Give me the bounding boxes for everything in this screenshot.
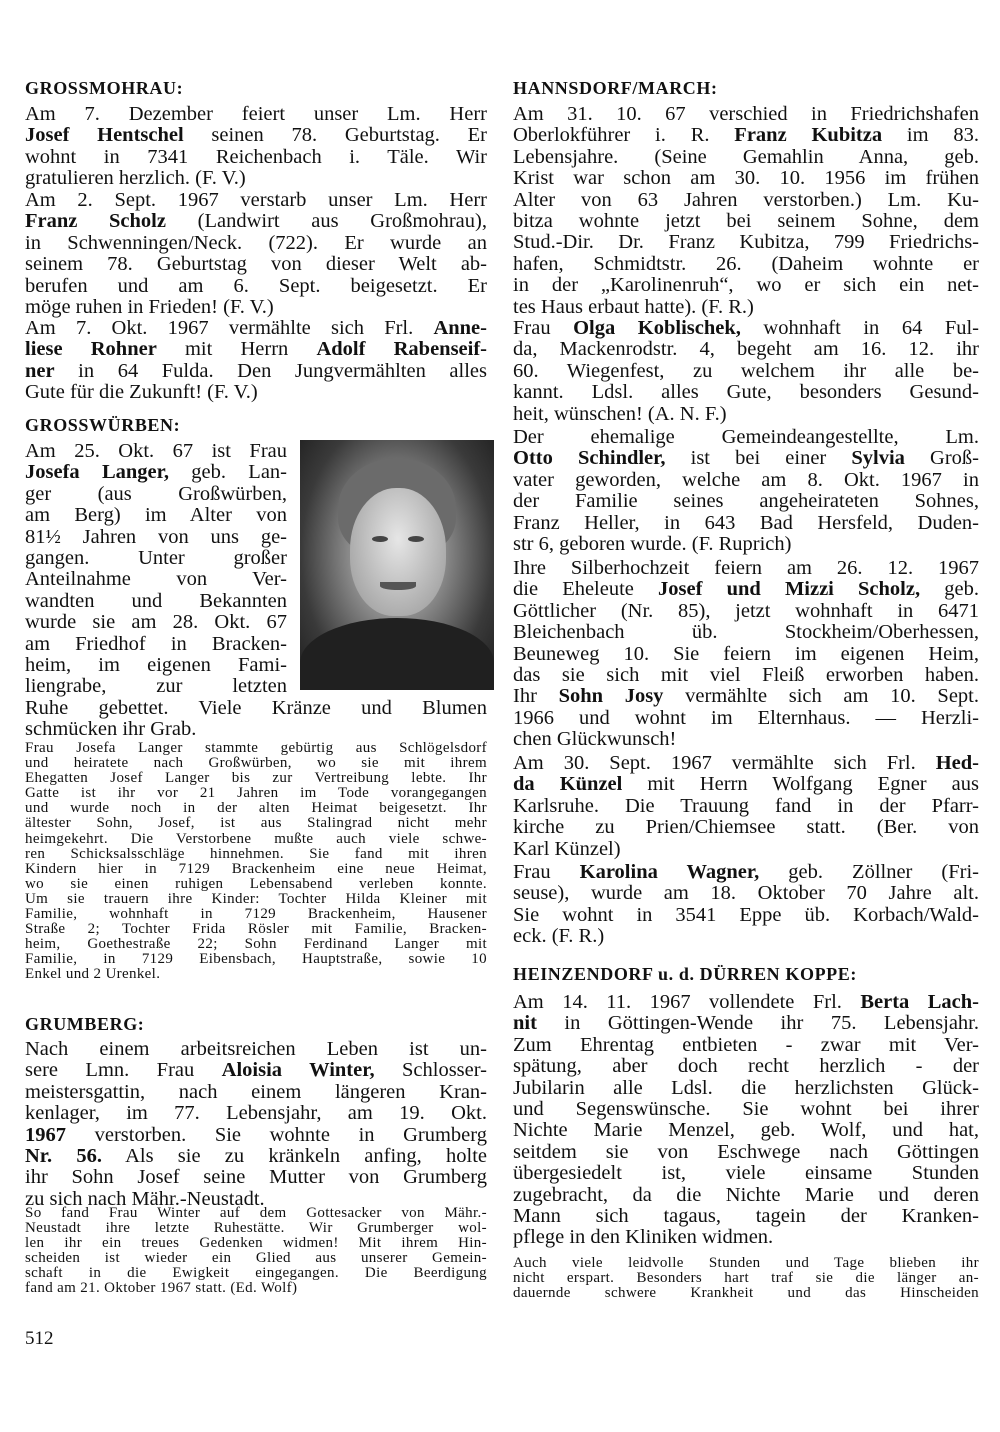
paragraph bbox=[513, 753, 979, 860]
text-line bbox=[25, 847, 487, 862]
text-run: seitdem sie von Eschwege nach Göttingen bbox=[513, 1140, 979, 1163]
text-line bbox=[513, 926, 979, 947]
text-line bbox=[25, 922, 487, 937]
text-run: kenlager, im 77. Lebensjahr, am 19. Okt. bbox=[25, 1102, 487, 1125]
text-line bbox=[513, 254, 979, 275]
small-print-paragraph bbox=[513, 1256, 979, 1301]
text-run: am Friedhof in Bracken- bbox=[25, 632, 287, 655]
text-line bbox=[25, 719, 487, 740]
text-line bbox=[513, 839, 979, 860]
bold-name: Aloisia Winter, bbox=[221, 1059, 375, 1082]
text-line bbox=[513, 817, 979, 838]
text-line bbox=[513, 862, 979, 883]
text-line bbox=[25, 211, 487, 232]
text-line bbox=[25, 1146, 487, 1167]
text-line bbox=[513, 232, 979, 253]
section-heading: GROSSWÜRBEN: bbox=[25, 415, 181, 435]
text-line bbox=[25, 1060, 487, 1081]
text-line bbox=[513, 729, 979, 750]
text-run: Am 7. Dezember feiert unser Lm. Herr bbox=[25, 103, 487, 125]
text-run: ältester Sohn, Josef, ist aus Stalingrad nicht mehr bbox=[25, 815, 487, 832]
text-line bbox=[25, 862, 487, 877]
text-line bbox=[513, 579, 979, 600]
text-run: am Berg) im Alter von bbox=[25, 504, 287, 527]
text-run: wo sie einen ruhigen Lebensabend verleben konnte. bbox=[25, 875, 487, 892]
text-line bbox=[513, 1206, 979, 1227]
paragraph bbox=[25, 104, 487, 190]
text-run: Frau bbox=[513, 861, 580, 883]
text-run: hafen, Schmidtstr. 26. (Daheim wohnte er bbox=[513, 252, 979, 275]
text-run: scheiden ist wieder ein Glied aus unserer Gemein- bbox=[25, 1250, 487, 1267]
text-run: da, Mackenrodstr. 4, begeht am 16. 12. ihr bbox=[513, 338, 979, 361]
text-line bbox=[25, 937, 487, 952]
text-line bbox=[513, 448, 979, 469]
left-column bbox=[25, 0, 495, 1432]
text-run: heim, Goethestraße 22; Sohn Ferdinand Langer mit bbox=[25, 936, 487, 953]
text-line bbox=[25, 254, 487, 275]
text-run: So fand Frau Winter auf dem Gottesacker von Mähr.- bbox=[25, 1205, 487, 1221]
text-line bbox=[513, 534, 979, 555]
text-run: heit, wünschen! (A. N. F.) bbox=[513, 402, 727, 425]
text-line bbox=[25, 147, 487, 168]
text-run: dauernde schwere Krankheit und das Hinscheiden bbox=[513, 1285, 979, 1302]
text-run: vermählte sich am 10. Sept. bbox=[663, 685, 979, 708]
text-line bbox=[25, 233, 487, 254]
text-line bbox=[513, 905, 979, 926]
text-run: Nichte Marie Menzel, geb. Wolf, und hat, bbox=[513, 1119, 979, 1142]
text-run: ihr Sohn Josef seine Mutter von Grumberg bbox=[25, 1166, 487, 1189]
text-line bbox=[513, 125, 979, 146]
text-line bbox=[513, 361, 979, 382]
text-line bbox=[513, 601, 979, 622]
text-run: meistersgattin, nach einem längeren Kran- bbox=[25, 1080, 487, 1103]
photo-face bbox=[350, 488, 446, 616]
paragraph bbox=[25, 441, 287, 698]
text-run: Auch viele leidvolle Stunden und Tage blieben ihr bbox=[513, 1255, 979, 1271]
text-line bbox=[25, 1251, 487, 1266]
text-run: geb. Lan- bbox=[168, 461, 288, 484]
text-run: seinem 78. Geburtstag von dieser Welt ab- bbox=[25, 253, 487, 276]
text-line bbox=[513, 1256, 979, 1271]
text-run: Krist war schon am 30. 10. 1956 im frühen bbox=[513, 167, 979, 190]
bold-name: Sylvia bbox=[851, 447, 905, 470]
text-run: in Göttingen-Wende ihr 75. Lebensjahr. bbox=[536, 1012, 979, 1035]
text-run: verstorben. Sie wohnte in Grumberg bbox=[66, 1123, 487, 1146]
text-line bbox=[513, 1286, 979, 1301]
bold-name: nit bbox=[513, 1012, 537, 1035]
text-line bbox=[513, 168, 979, 189]
text-run: Um sie trauern ihre Kinder: Tochter Hilda Kleiner mit bbox=[25, 890, 487, 907]
text-line bbox=[513, 513, 979, 534]
text-line bbox=[25, 484, 287, 505]
text-line bbox=[25, 527, 287, 548]
text-run: berufen und am 6. Sept. beigesetzt. Er bbox=[25, 274, 487, 297]
text-line bbox=[25, 1039, 487, 1060]
text-line bbox=[25, 698, 487, 719]
text-line bbox=[513, 622, 979, 643]
text-line bbox=[25, 382, 487, 403]
text-line bbox=[513, 558, 979, 579]
bold-name: Josef und Mizzi Scholz, bbox=[658, 578, 921, 601]
text-line bbox=[25, 1125, 487, 1146]
text-run: Karl Künzel) bbox=[513, 837, 621, 860]
paragraph bbox=[513, 427, 979, 555]
text-line bbox=[513, 1035, 979, 1056]
text-run: Gute für die Zukunft! (F. V.) bbox=[25, 381, 258, 404]
text-run: Nach einem arbeitsreichen Leben ist un- bbox=[25, 1038, 487, 1060]
text-run: len ihr ein treues Gedenken widmen! Mit ihrem Hin- bbox=[25, 1235, 487, 1252]
text-run: Ihr bbox=[513, 685, 559, 708]
text-line bbox=[25, 1266, 487, 1281]
text-line bbox=[513, 708, 979, 729]
text-line bbox=[25, 1082, 487, 1103]
text-run: liengrabe, zur letzten bbox=[25, 675, 287, 698]
bold-name: Adolf Rabenseif- bbox=[316, 338, 487, 361]
paragraph bbox=[25, 318, 487, 404]
text-run: in Schwenningen/Neck. (722). Er wurde an bbox=[25, 231, 487, 254]
text-line bbox=[25, 952, 487, 967]
text-line bbox=[25, 104, 487, 125]
text-run: Oberlokführer i. R. bbox=[513, 124, 735, 147]
small-print-paragraph bbox=[25, 1206, 487, 1297]
text-run: in der „Karolinenruh“, wo er sich ein net- bbox=[513, 274, 979, 297]
text-run: sere Lmn. Frau bbox=[25, 1059, 222, 1082]
bold-name: Nr. 56. bbox=[25, 1144, 102, 1167]
text-line bbox=[25, 361, 487, 382]
text-line bbox=[25, 462, 287, 483]
text-run: chen Glückwunsch! bbox=[513, 728, 677, 751]
bold-name: Anne- bbox=[433, 317, 487, 339]
bold-name: Hed- bbox=[935, 752, 979, 774]
text-line bbox=[25, 1103, 487, 1124]
bold-name: Olga Koblischek, bbox=[573, 317, 741, 339]
text-run: wohnhaft in 64 Ful- bbox=[740, 317, 980, 339]
text-run: Kindern hier in 7129 Brackenheim eine neue Heimat, bbox=[25, 860, 487, 877]
text-run: zugebracht, da die Nichte Marie und deren bbox=[513, 1183, 979, 1206]
text-run: Am 30. Sept. 1967 vermählte sich Frl. bbox=[513, 752, 936, 774]
text-run: Alter von 63 Jahren verstorben.) Lm. Ku- bbox=[513, 188, 979, 211]
paragraph bbox=[25, 190, 487, 318]
text-line bbox=[25, 1281, 487, 1296]
text-line bbox=[25, 339, 487, 360]
text-run: pflege in den Kliniken widmen. bbox=[513, 1226, 774, 1249]
text-run: Als sie zu kränkeln anfing, holte bbox=[102, 1144, 487, 1167]
text-run: seinen 78. Geburtstag. Er bbox=[183, 124, 488, 147]
text-run: ist bei einer bbox=[665, 447, 852, 470]
text-run: spätung, aber doch recht herzlich - der bbox=[513, 1055, 979, 1078]
text-run: fand am 21. Oktober 1967 statt. (Ed. Wolf) bbox=[25, 1280, 298, 1297]
text-line bbox=[513, 470, 979, 491]
text-run: Lebensjahre. (Seine Gemahlin Anna, geb. bbox=[513, 145, 979, 168]
text-line bbox=[25, 832, 487, 847]
text-run: die Eheleute bbox=[513, 578, 659, 601]
text-run: Bleichenbach üb. Stockheim/Oberhessen, bbox=[513, 621, 979, 644]
text-line bbox=[25, 591, 287, 612]
paragraph bbox=[513, 862, 979, 948]
text-run: im 83. bbox=[882, 124, 979, 147]
text-line bbox=[513, 796, 979, 817]
text-line bbox=[25, 634, 287, 655]
section-heading: GROSSMOHRAU: bbox=[25, 78, 184, 98]
text-run: ren Schicksalsschläge hinnehmen. Sie fand mit ihren bbox=[25, 845, 487, 862]
text-run: Ruhe gebettet. Viele Kränze und Blumen bbox=[25, 697, 487, 719]
text-line bbox=[25, 816, 487, 831]
text-run: und heiratete nach Großwürben, wo sie mit ihrem bbox=[25, 755, 487, 772]
text-run: bitza wohnte jetzt bei seinem Sohne, dem bbox=[513, 209, 979, 232]
photo-mouth bbox=[380, 582, 416, 590]
text-line bbox=[25, 967, 487, 982]
text-run: seuse), wurde am 18. Oktober 70 Jahre alt. bbox=[513, 882, 979, 905]
text-run: kirche zu Prien/Chiemsee statt. (Ber. von bbox=[513, 816, 979, 839]
text-line bbox=[513, 427, 979, 448]
bold-name: Josef Hentschel bbox=[25, 124, 184, 147]
text-line bbox=[513, 1078, 979, 1099]
text-line bbox=[25, 569, 287, 590]
text-line bbox=[513, 1227, 979, 1248]
text-run: Anteilnahme von Ver- bbox=[25, 568, 287, 591]
text-line bbox=[25, 276, 487, 297]
text-line bbox=[25, 877, 487, 892]
paragraph bbox=[25, 698, 487, 741]
text-line bbox=[25, 548, 287, 569]
photo-eye bbox=[408, 536, 424, 542]
text-run: Frau bbox=[513, 317, 574, 339]
text-run: heim, im eigenen Fami- bbox=[25, 653, 287, 676]
text-line bbox=[25, 676, 287, 697]
photo-eye bbox=[372, 536, 388, 542]
right-column bbox=[513, 0, 983, 1432]
text-run: Ihre Silberhochzeit feiern am 26. 12. 1967 bbox=[513, 557, 979, 579]
text-run: str 6, geboren wurde. (F. Ruprich) bbox=[513, 532, 792, 555]
text-line bbox=[513, 1163, 979, 1184]
text-line bbox=[513, 774, 979, 795]
portrait-photo bbox=[300, 440, 494, 690]
text-run: Frau Josefa Langer stammte gebürtig aus Schlögelsdorf bbox=[25, 740, 487, 756]
small-print-paragraph bbox=[25, 741, 487, 983]
text-run: Ehegatten Josef Langer bis zur Vertreibung lebte. Ihr bbox=[25, 770, 487, 787]
text-run: mit Herrn Wolfgang Egner aus bbox=[622, 773, 979, 796]
text-line bbox=[25, 125, 487, 146]
text-line bbox=[25, 907, 487, 922]
text-line bbox=[513, 404, 979, 425]
text-line bbox=[513, 1099, 979, 1120]
text-line bbox=[513, 686, 979, 707]
bold-name: 1967 bbox=[25, 1123, 66, 1146]
text-line bbox=[513, 382, 979, 403]
text-run: gangen. Unter großer bbox=[25, 546, 287, 569]
text-run: (Landwirt aus Großmohrau), bbox=[165, 210, 487, 233]
text-run: Jubilarin alle Ldsl. die herzlichsten Glück- bbox=[513, 1076, 979, 1099]
text-line bbox=[513, 190, 979, 211]
text-line bbox=[513, 339, 979, 360]
text-run: und wurde noch in der alten Heimat beigesetzt. Ihr bbox=[25, 800, 487, 817]
text-run: zu sich nach Mähr.-Neustadt. bbox=[25, 1187, 265, 1210]
text-line bbox=[513, 644, 979, 665]
text-run: Enkel und 2 Urenkel. bbox=[25, 966, 161, 983]
text-line bbox=[25, 771, 487, 786]
text-run: Der ehemalige Gemeindeangestellte, Lm. bbox=[513, 426, 979, 448]
text-run: tes Haus erbaut hatte). (F. R.) bbox=[513, 295, 754, 318]
text-run: Schlosser- bbox=[374, 1059, 488, 1082]
bold-name: Otto Schindler, bbox=[513, 447, 666, 470]
text-run: wurde sie am 28. Okt. 67 bbox=[25, 611, 287, 634]
text-line bbox=[513, 753, 979, 774]
bold-name: Karolina Wagner, bbox=[579, 861, 760, 883]
text-run: Groß- bbox=[904, 447, 979, 470]
text-run: schmücken ihr Grab. bbox=[25, 718, 197, 741]
paragraph bbox=[513, 992, 979, 1249]
text-run: ger (aus Großwürben, bbox=[25, 482, 287, 505]
text-run: Straße 2; Tochter Frida Rösler mit Familie, Bracken- bbox=[25, 921, 487, 938]
text-run: Gatte ist ihr vor 21 Jahren im Tode vorangegangen bbox=[25, 785, 487, 802]
section-heading: HANNSDORF/MARCH: bbox=[513, 78, 718, 98]
text-line bbox=[25, 190, 487, 211]
paragraph bbox=[25, 1039, 487, 1210]
text-run: Familie, wohnhaft in 7129 Brackenheim, Hausener bbox=[25, 906, 487, 923]
text-run: schaft in die Ewigkeit eingegangen. Die Beerdigung bbox=[25, 1265, 487, 1282]
text-run: möge ruhen in Frieden! (F. V.) bbox=[25, 295, 274, 318]
text-line bbox=[513, 491, 979, 512]
text-line bbox=[513, 1013, 979, 1034]
paragraph bbox=[513, 104, 979, 318]
text-run: in 64 Fulda. Den Jungvermählten alles bbox=[54, 359, 487, 382]
text-run: Neustadt ihre letzte Ruhestätte. Wir Grumberger wol- bbox=[25, 1220, 487, 1237]
text-line bbox=[513, 318, 979, 339]
text-run: Göttlicher (Nr. 85), jetzt wohnhaft in 6471 bbox=[513, 599, 979, 622]
page-number: 512 bbox=[25, 1328, 54, 1349]
text-run: der Familie seines angeheirateten Sohnes, bbox=[513, 490, 979, 513]
bold-name: Berta Lach- bbox=[860, 991, 980, 1013]
text-line bbox=[513, 1142, 979, 1163]
text-run: geb. Zöllner (Fri- bbox=[759, 861, 980, 883]
text-run: wandten und Bekannten bbox=[25, 589, 287, 612]
bold-name: Josefa Langer, bbox=[25, 461, 169, 484]
text-line bbox=[25, 1236, 487, 1251]
text-run: Familie, in 7129 Eibensbach, Hauptstraße, sowie 10 bbox=[25, 951, 487, 968]
text-line bbox=[25, 892, 487, 907]
text-line bbox=[25, 297, 487, 318]
text-line bbox=[513, 992, 979, 1013]
text-line bbox=[513, 297, 979, 318]
text-run: Am 14. 11. 1967 vollendete Frl. bbox=[513, 991, 861, 1013]
text-run: kannt. Ldsl. alles Gute, besonders Gesund- bbox=[513, 381, 979, 404]
bold-name: ner bbox=[25, 359, 55, 382]
text-line bbox=[513, 275, 979, 296]
text-line bbox=[513, 147, 979, 168]
text-run: übergesiedelt ist, viele einsame Stunden bbox=[513, 1162, 979, 1185]
text-run: Karlsruhe. Die Trauung fand in der Pfarr- bbox=[513, 794, 979, 817]
photo-body bbox=[300, 618, 494, 690]
paragraph bbox=[513, 318, 979, 425]
text-run: Sie wohnt in 3541 Eppe üb. Korbach/Wald- bbox=[513, 903, 979, 926]
text-run: nicht erspart. Besonders hart traf sie die länger an- bbox=[513, 1270, 979, 1287]
text-line bbox=[25, 786, 487, 801]
section-heading: HEINZENDORF u. d. DÜRREN KOPPE: bbox=[513, 964, 857, 984]
text-line bbox=[25, 612, 287, 633]
text-run: das sie sich mit viel Fleiß erworben haben. bbox=[513, 663, 979, 686]
text-run: geb. bbox=[920, 578, 979, 601]
text-run: Beuneweg 10. Sie feiern im eigenen Heim, bbox=[513, 642, 979, 665]
text-run: wohnt in 7341 Reichenbach i. Täle. Wir bbox=[25, 145, 487, 168]
text-line bbox=[25, 505, 287, 526]
text-line bbox=[513, 1271, 979, 1286]
text-run: Am 31. 10. 67 verschied in Friedrichshafen bbox=[513, 103, 979, 125]
text-run: Zum Ehrentag entbieten - zwar mit Ver- bbox=[513, 1033, 979, 1056]
text-line bbox=[25, 1167, 487, 1188]
text-run: 1966 und wohnt im Elternhaus. — Herzli- bbox=[513, 706, 979, 729]
text-line bbox=[25, 655, 287, 676]
text-line bbox=[513, 665, 979, 686]
bold-name: liese Rohner bbox=[25, 338, 157, 361]
text-run: Am 7. Okt. 1967 vermählte sich Frl. bbox=[25, 317, 434, 339]
text-run: 81½ Jahren von uns ge- bbox=[25, 525, 287, 548]
text-line bbox=[25, 441, 287, 462]
text-line bbox=[513, 1056, 979, 1077]
text-run: eck. (F. R.) bbox=[513, 925, 605, 948]
text-run: heimgekehrt. Die Verstorbene mußte auch viele schwe- bbox=[25, 830, 487, 847]
text-line bbox=[513, 1185, 979, 1206]
text-run: mit Herrn bbox=[156, 338, 317, 361]
text-run: vater geworden, welche am 8. Okt. 1967 in bbox=[513, 468, 979, 491]
bold-name: da Künzel bbox=[513, 773, 623, 796]
bold-name: Franz Scholz bbox=[25, 210, 166, 233]
text-run: 60. Wiegenfest, zu welchem ihr alle be- bbox=[513, 359, 979, 382]
section-heading: GRUMBERG: bbox=[25, 1014, 145, 1034]
text-line bbox=[513, 211, 979, 232]
bold-name: Sohn Josy bbox=[558, 685, 664, 708]
text-run: Stud.-Dir. Dr. Franz Kubitza, 799 Friedrichs- bbox=[513, 231, 979, 254]
text-line bbox=[25, 741, 487, 756]
text-line bbox=[513, 1120, 979, 1141]
text-line bbox=[25, 1206, 487, 1221]
text-line bbox=[25, 801, 487, 816]
text-line bbox=[513, 104, 979, 125]
text-line bbox=[25, 756, 487, 771]
bold-name: Franz Kubitza bbox=[734, 124, 883, 147]
text-line bbox=[513, 883, 979, 904]
text-run: und Segenswünsche. Sie wohnt bei ihrer bbox=[513, 1097, 979, 1120]
text-line bbox=[25, 168, 487, 189]
text-run: Mann sich tagaus, tagein der Kranken- bbox=[513, 1204, 979, 1227]
text-line bbox=[25, 318, 487, 339]
text-run: Am 25. Okt. 67 ist Frau bbox=[25, 440, 287, 462]
text-run: Franz Heller, in 643 Bad Hersfeld, Duden- bbox=[513, 511, 979, 534]
text-line bbox=[25, 1221, 487, 1236]
text-run: gratulieren herzlich. (F. V.) bbox=[25, 167, 246, 190]
text-run: Am 2. Sept. 1967 verstarb unser Lm. Herr bbox=[25, 189, 487, 211]
paragraph bbox=[513, 558, 979, 751]
